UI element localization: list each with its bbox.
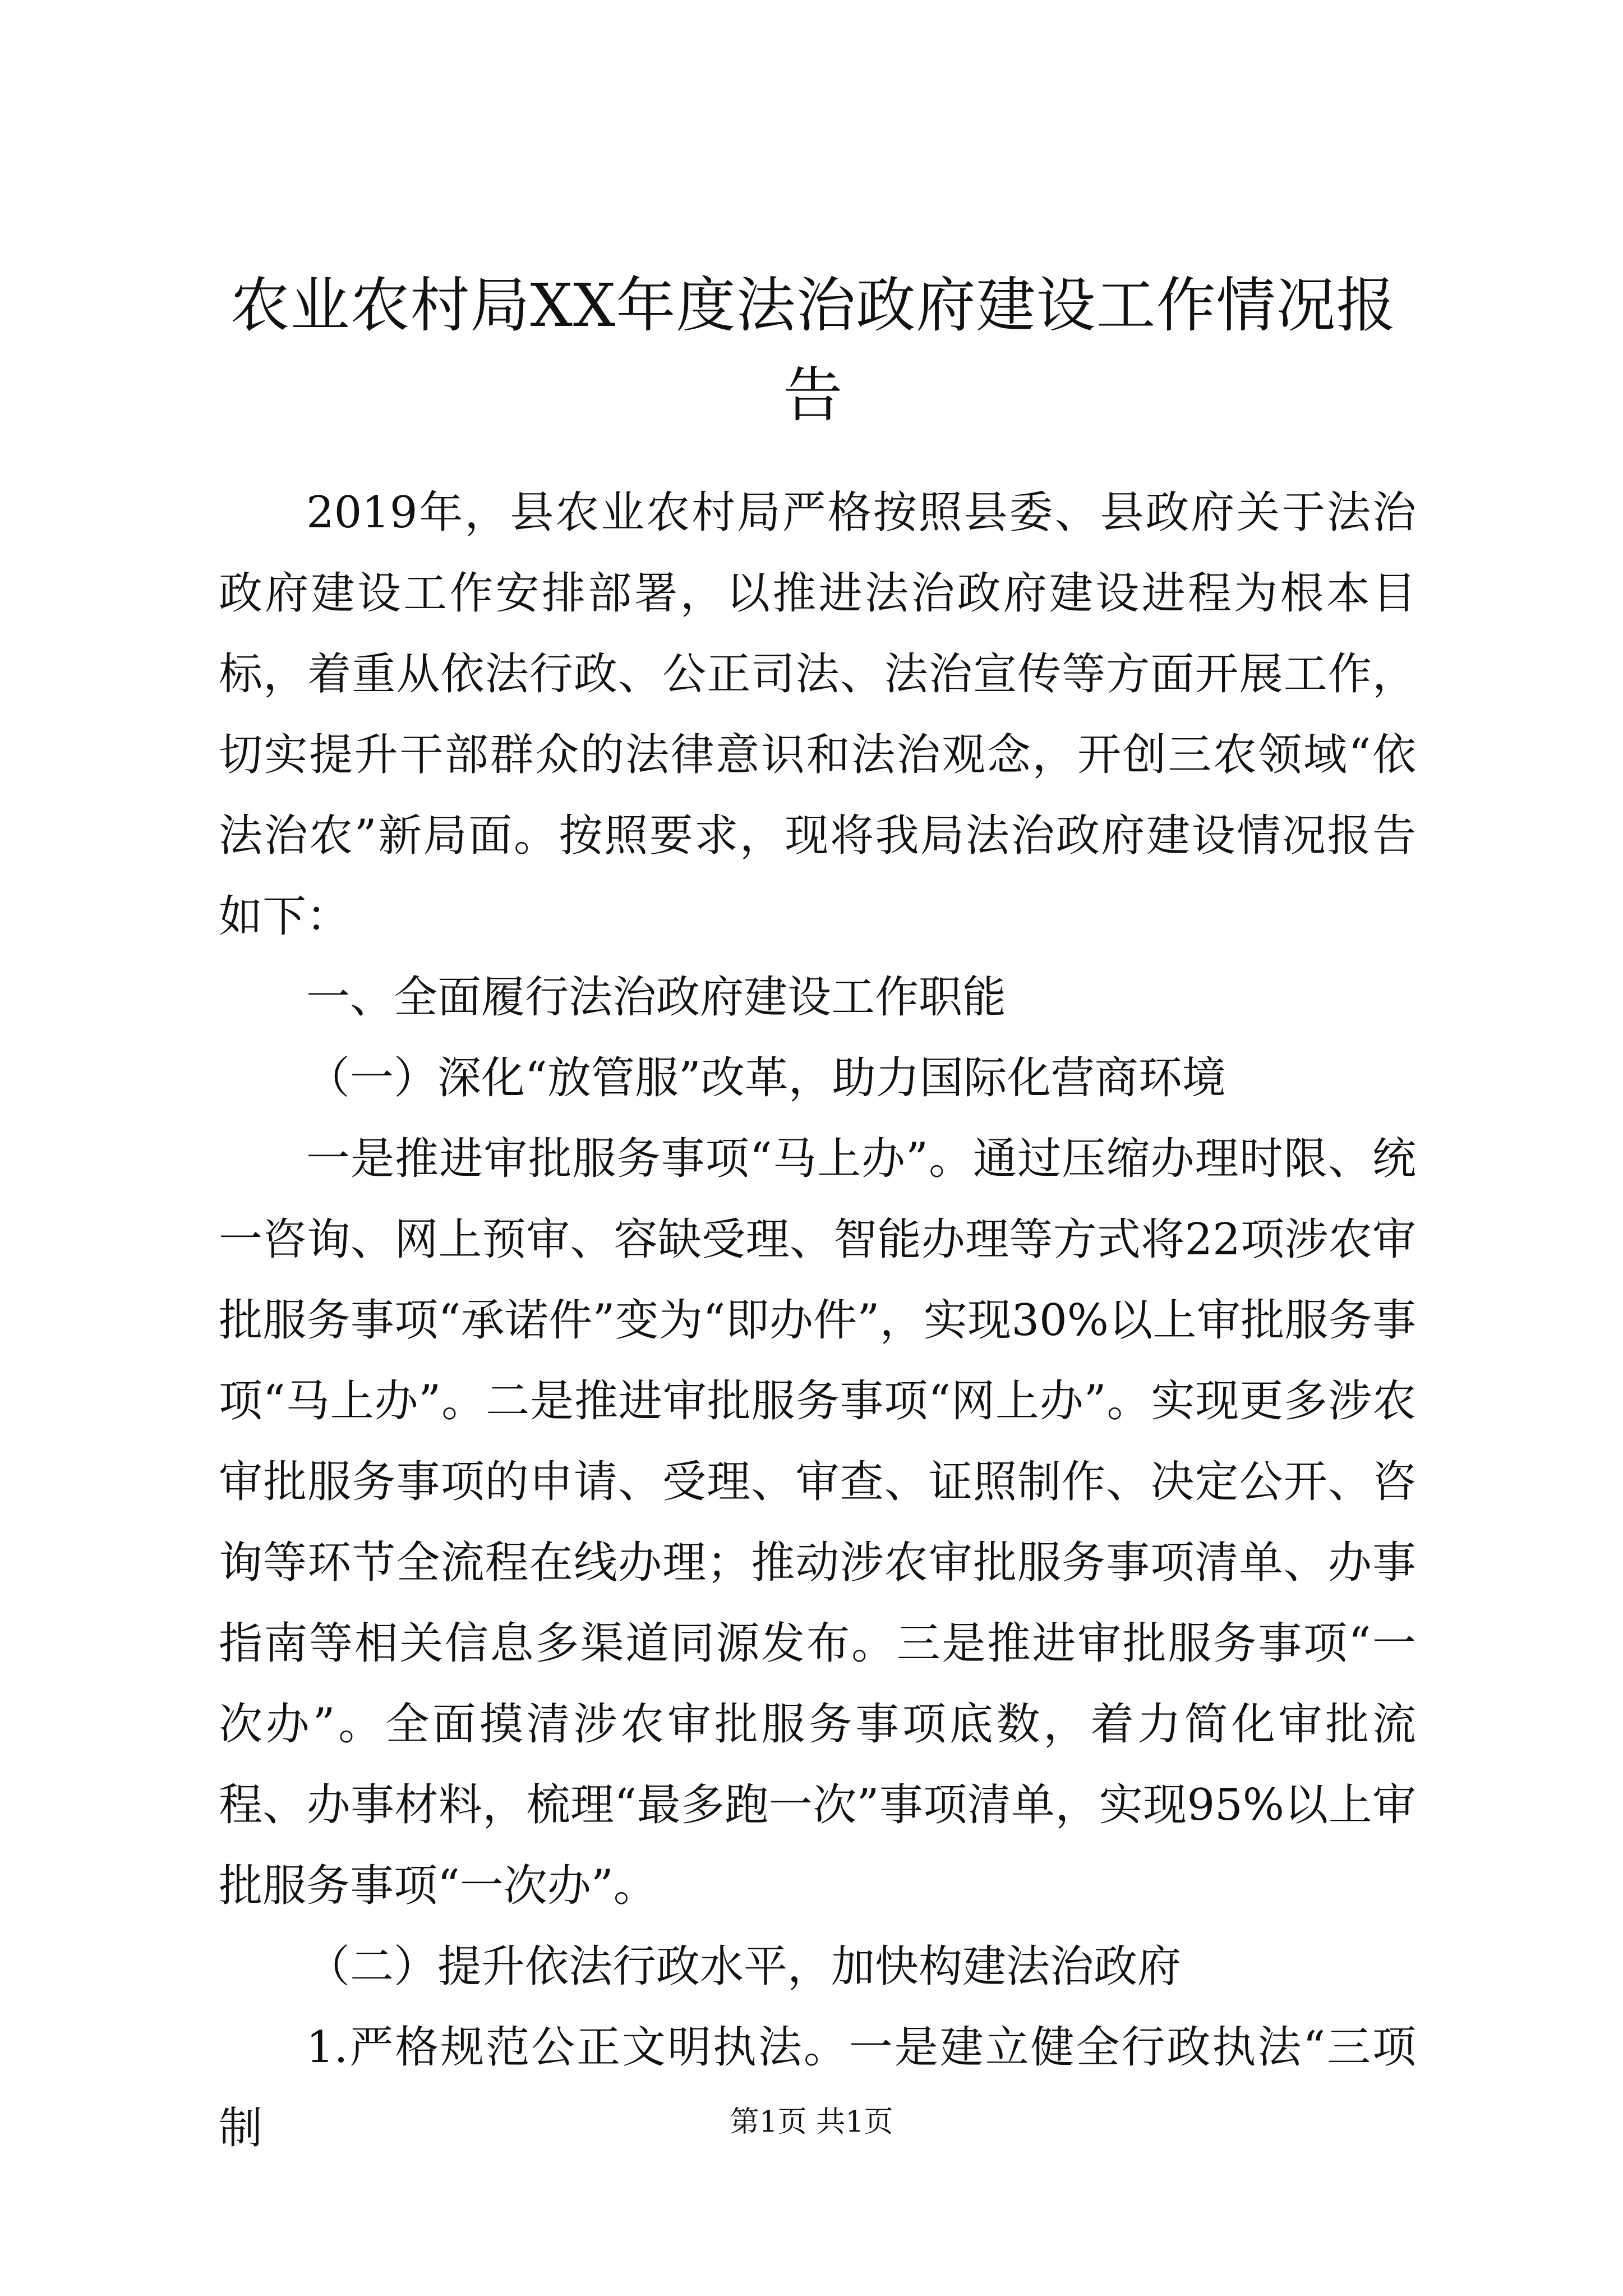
document-title: 农业农村局XX年度法治政府建设工作情况报告 xyxy=(230,271,1396,430)
body-paragraph-1: 一是推进审批服务事项“马上办”。通过压缩办理时限、统一咨询、网上预审、容缺受理、智能办理等方式将22项涉农审批服务事项“承诺件”变为“即办件”，实现30%以上审批服务事项“马上办”。二是推进审批服务事项“网上办”。实现更多涉农审批服务事项的申请、受理、审查、证照制作、决定公开、咨询等环节全流程在线办理；推动涉农审批服务事项清单、办事指南等相关信息多渠道同源发布。三是推进审批服务事项“一次办”。全面摸清涉农审批服务事项底数，着力简化审批流程、办事材料，梳理“最多跑一次”事项清单，实现95%以上审批服务事项“一次办”。 xyxy=(219,1134,1416,1911)
subsection-heading-1: （一）深化“放管服”改革，助力国际化营商环境 xyxy=(306,1053,1226,1103)
intro-paragraph: 2019年，县农业农村局严格按照县委、县政府关于法治政府建设工作安排部署，以推进法治政府建设进程为根本目标，着重从依法行政、公正司法、法治宣传等方面开展工作，切实提升干部群众的法律意识和法治观念，开创三农领域“依法治农”新局面。按照要求，现将我局法治政府建设情况报告如下： xyxy=(219,487,1416,942)
document-body xyxy=(219,472,1416,2169)
page-footer: 第1页 共1页 xyxy=(730,2105,893,2139)
subsection-heading-2: （二）提升依法行政水平，加快构建法治政府 xyxy=(306,1941,1182,1992)
section-heading-1: 一、全面履行法治政府建设工作职能 xyxy=(306,972,1007,1023)
body-paragraph-2: 1.严格规范公正文明执法。一是建立健全行政执法“三项制 xyxy=(219,2022,1416,2154)
